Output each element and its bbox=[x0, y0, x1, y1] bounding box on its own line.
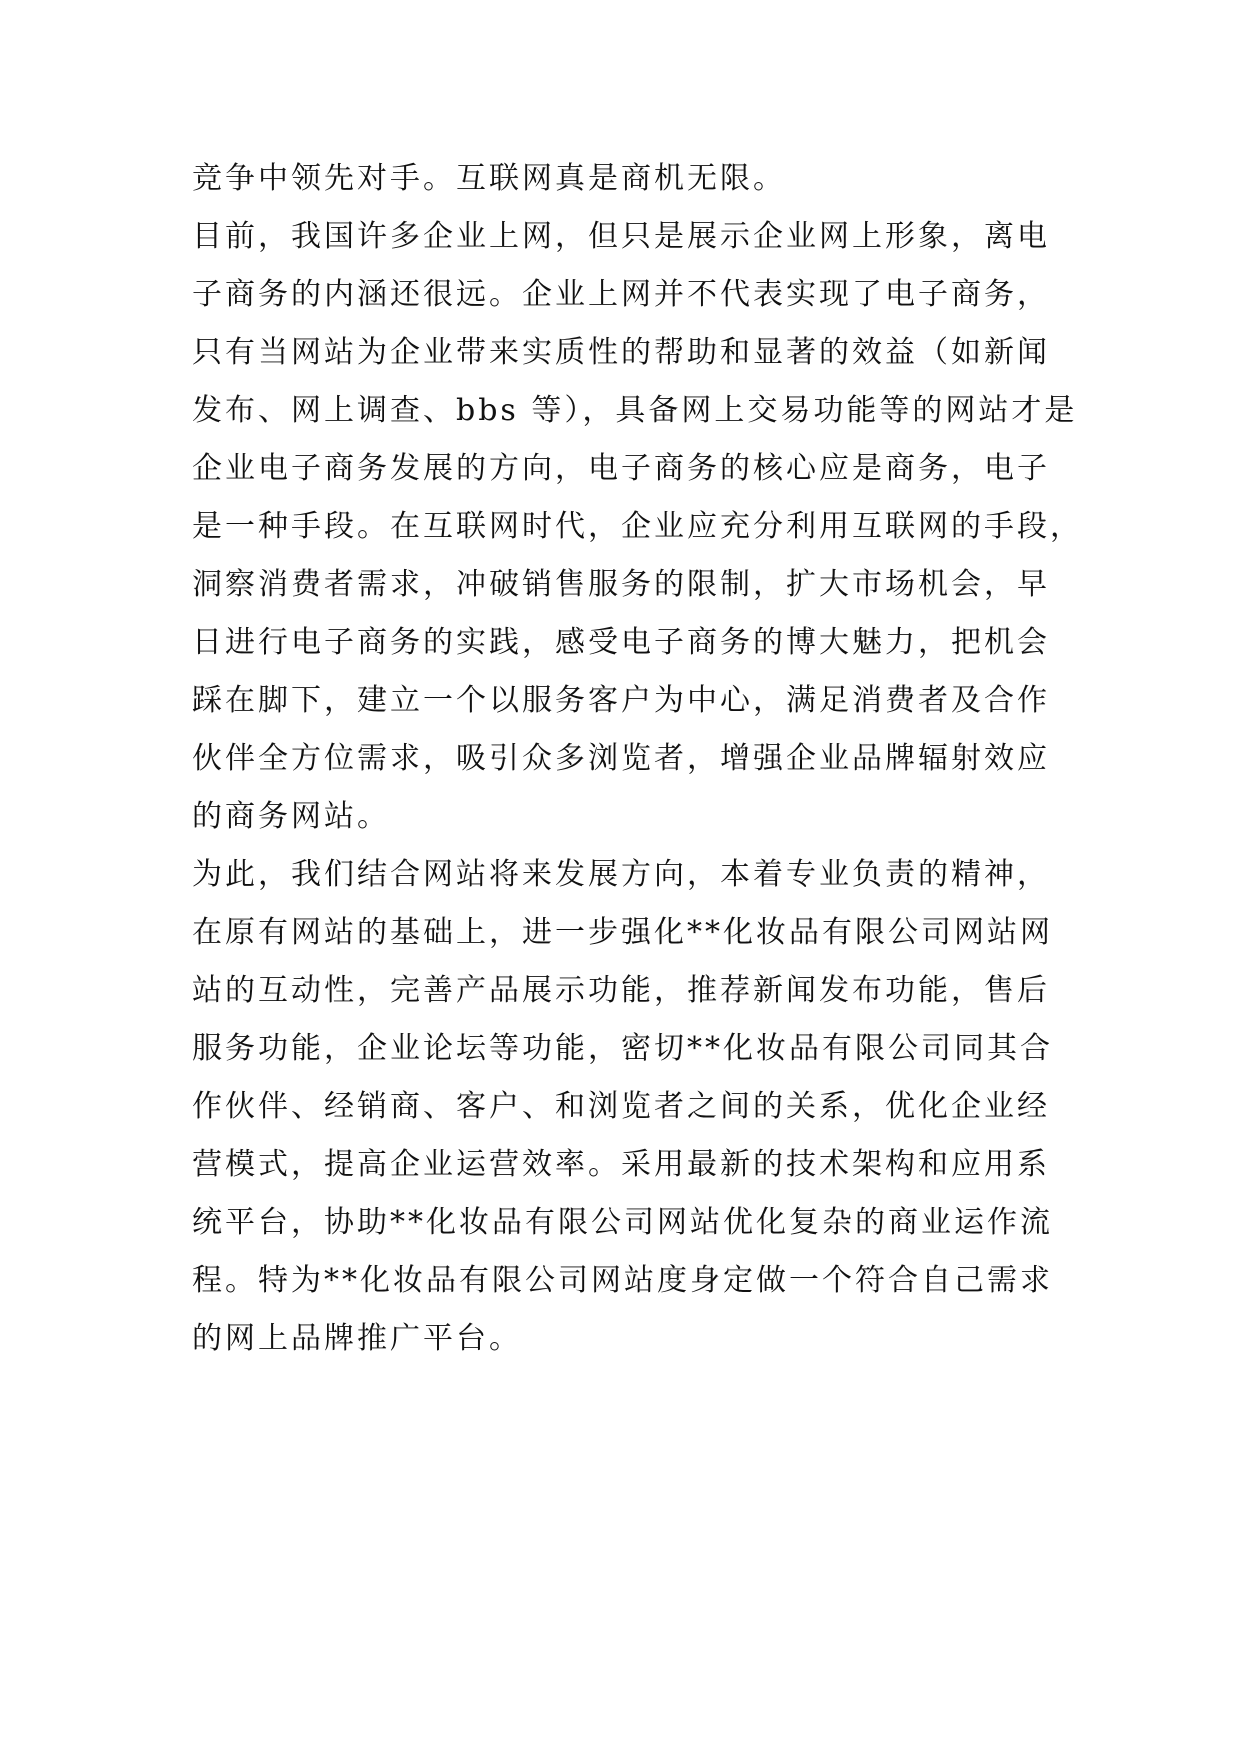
text-line: 作伙伴、经销商、客户、和浏览者之间的关系，优化企业经 bbox=[192, 1089, 1050, 1124]
text-line: 只有当网站为企业带来实质性的帮助和显著的效益（如新闻 bbox=[192, 335, 1050, 370]
text-line: 是一种手段。在互联网时代，企业应充分利用互联网的手段， bbox=[192, 509, 1083, 544]
text-line: 日进行电子商务的实践，感受电子商务的博大魅力，把机会 bbox=[192, 625, 1050, 660]
paragraph-3 bbox=[192, 846, 1052, 1368]
text-line: 在原有网站的基础上，进一步强化**化妆品有限公司网站网 bbox=[192, 915, 1053, 950]
paragraph-2 bbox=[192, 208, 1083, 846]
text-line: 程。特为**化妆品有限公司网站度身定做一个符合自己需求 bbox=[192, 1263, 1053, 1298]
text-line: 营模式，提高企业运营效率。采用最新的技术架构和应用系 bbox=[192, 1147, 1050, 1182]
document-body bbox=[192, 150, 1083, 1368]
text-line: 的网上品牌推广平台。 bbox=[192, 1321, 522, 1356]
text-line: 企业电子商务发展的方向，电子商务的核心应是商务，电子 bbox=[192, 451, 1050, 486]
text-line: 统平台，协助**化妆品有限公司网站优化复杂的商业运作流 bbox=[192, 1205, 1053, 1240]
text-line: 站的互动性，完善产品展示功能，推荐新闻发布功能，售后 bbox=[192, 973, 1050, 1008]
text-line: 子商务的内涵还很远。企业上网并不代表实现了电子商务， bbox=[192, 277, 1050, 312]
paragraph-1 bbox=[192, 150, 1052, 208]
text-line: 为此，我们结合网站将来发展方向，本着专业负责的精神， bbox=[192, 857, 1050, 892]
text-line: 服务功能，企业论坛等功能，密切**化妆品有限公司同其合 bbox=[192, 1031, 1053, 1066]
text-line: 洞察消费者需求，冲破销售服务的限制，扩大市场机会，早 bbox=[192, 567, 1050, 602]
text-line: 踩在脚下，建立一个以服务客户为中心，满足消费者及合作 bbox=[192, 683, 1050, 718]
text-line: 目前，我国许多企业上网，但只是展示企业网上形象，离电 bbox=[192, 219, 1050, 254]
text-line: 竞争中领先对手。互联网真是商机无限。 bbox=[192, 161, 786, 196]
text-line: 发布、网上调查、bbs 等），具备网上交易功能等的网站才是 bbox=[192, 393, 1078, 428]
text-line: 伙伴全方位需求，吸引众多浏览者，增强企业品牌辐射效应 bbox=[192, 741, 1050, 776]
text-line: 的商务网站。 bbox=[192, 799, 390, 834]
